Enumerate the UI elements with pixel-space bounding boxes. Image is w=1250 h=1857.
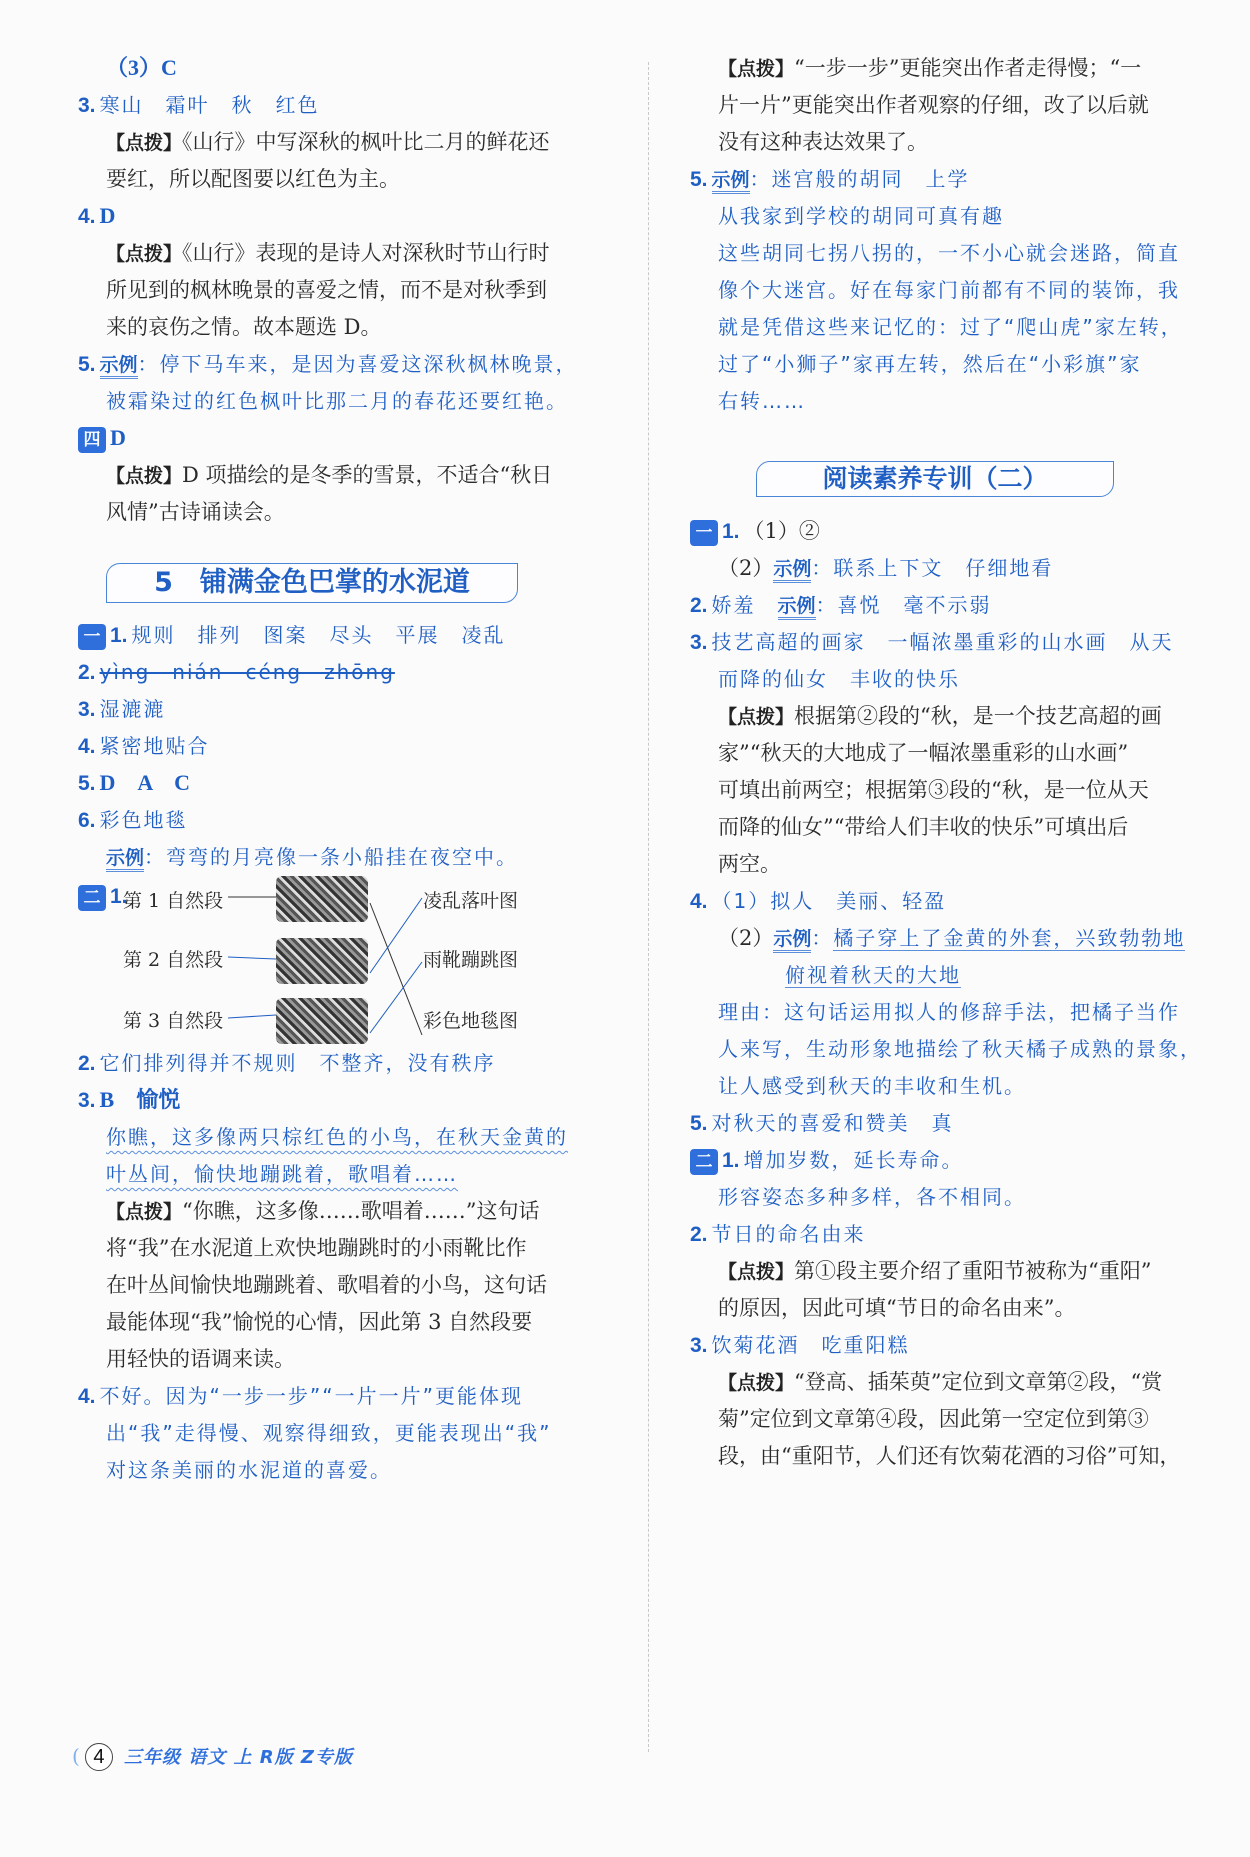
tip-line: 菊”定位到文章第④段，因此第一空定位到第③ (718, 1407, 1149, 1431)
tip-line: 最能体现“我”愉悦的心情，因此第 3 自然段要 (106, 1310, 533, 1334)
s1-question-4: 4. 紧密地贴合 (78, 734, 210, 758)
tip-line: 用轻快的语调来读。 (106, 1347, 295, 1371)
question-5: 5. 示例：迷宫般的胡同 上学 (690, 166, 970, 193)
section-badge: 二 (78, 885, 106, 911)
s2-question-1: 二 1. 增加岁数，延长寿命。 (690, 1147, 964, 1175)
tip-line: 两空。 (718, 852, 781, 876)
tip: 【点拨】《山行》中写深秋的枫叶比二月的鲜花还 (106, 130, 550, 154)
section-badge: 一 (690, 520, 718, 546)
reason-line: 让人感受到秋天的丰收和生机。 (718, 1074, 1026, 1098)
tip: 【点拨】《山行》表现的是诗人对深秋时节山行时 (106, 241, 550, 265)
page-number: 4 (85, 1743, 113, 1771)
answer-line: （3）C (106, 55, 177, 80)
s1-question-1: 一 1. 规则 排列 图案 尽头 平展 凌乱 (78, 622, 506, 650)
page-footer (72, 1743, 353, 1771)
tip-line: 而降的仙女”“带给人们丰收的快乐”可填出后 (718, 815, 1129, 839)
matching-right-3: 彩色地毯图 (423, 1010, 519, 1032)
s1-question-5: 5. D A C (78, 770, 190, 795)
example-label: 示例 (106, 847, 144, 872)
answer-line: 被霜染过的红色枫叶比那二月的春花还要红艳。 (106, 389, 568, 413)
tip: 【点拨】“登高、插茱萸”定位到文章第②段，“赏 (718, 1370, 1163, 1394)
example-label: 示例 (773, 928, 811, 953)
matching-right-2: 雨靴蹦跳图 (423, 949, 519, 971)
s2-question-1: 二 1. (78, 883, 132, 911)
tip-line: 没有这种表达效果了。 (718, 130, 928, 154)
s1-question-6: 6. 彩色地毯 (78, 808, 188, 832)
tip-line: 的原因，因此可填“节日的命名由来”。 (718, 1296, 1076, 1320)
column-divider (648, 62, 649, 1752)
reason-line: 理由：这句话运用拟人的修辞手法，把橘子当作 (718, 1000, 1180, 1024)
question-3: 3. 寒山 霜叶 秋 红色 (78, 93, 320, 117)
tip-line: 家”“秋天的大地成了一幅浓墨重彩的山水画” (718, 741, 1129, 765)
tip: 【点拨】根据第②段的“秋，是一个技艺高超的画 (718, 704, 1162, 728)
s1-question-4: 4. （1）拟人 美丽、轻盈 (690, 889, 947, 913)
answer-line: 从我家到学校的胡同可真有趣 (718, 204, 1004, 228)
tip-line: 可填出前两空；根据第③段的“秋，是一位从天 (718, 778, 1149, 802)
answer-line: 出“我”走得慢、观察得细致，更能表现出“我” (106, 1421, 552, 1445)
s1-question-2: 2. yìng nián céng zhōng (78, 660, 395, 684)
answer-line: 形容姿态多种多样，各不相同。 (718, 1185, 1026, 1209)
s1-question-2: 2. 娇羞 示例：喜悦 毫不示弱 (690, 592, 992, 619)
sentence-line: 你瞧，这多像两只棕红色的小鸟，在秋天金黄的 (106, 1125, 568, 1149)
leaf-decoration-icon: ( (72, 1744, 80, 1768)
matching-left-1: 第 1 自然段 (123, 890, 224, 912)
s2-question-3: 3. 饮菊花酒 吃重阳糕 (690, 1333, 910, 1357)
tip-line: 将“我”在水泥道上欢快地蹦跳时的小雨靴比作 (106, 1236, 527, 1260)
example-label: 示例 (712, 169, 750, 194)
question-5: 5. 示例：停下马车来，是因为喜爱这深秋枫林晚景， (78, 351, 578, 378)
s1-question-1: 一 1. （1）② (690, 518, 820, 546)
answer-line: 俯视着秋天的大地 (785, 963, 961, 987)
lesson-title: 5 铺满金色巴掌的水泥道 (106, 563, 518, 603)
matching-left-2: 第 2 自然段 (123, 949, 224, 971)
s1-question-3: 3. 湿漉漉 (78, 697, 166, 721)
tip-line: 段，由“重阳节，人们还有饮菊花酒的习俗”可知， (718, 1444, 1181, 1468)
answer-line: 像个大迷宫。好在每家门前都有不同的装饰，我 (718, 278, 1180, 302)
s2-question-2: 2. 节日的命名由来 (690, 1222, 866, 1246)
sentence-line: 叶丛间，愉快地蹦跳着，歌唱着…… (106, 1162, 458, 1186)
tip: 【点拨】第①段主要介绍了重阳节被称为“重阳” (718, 1259, 1152, 1283)
reason-line: 人来写，生动形象地描绘了秋天橘子成熟的景象， (718, 1037, 1202, 1061)
example-line: 示例：弯弯的月亮像一条小船挂在夜空中。 (78, 844, 518, 871)
s2-question-2: 2. 它们排列得并不规则 不整齐，没有秩序 (78, 1051, 496, 1075)
section-badge: 四 (78, 427, 106, 453)
answer-line: 这些胡同七拐八拐的，一不小心就会迷路，简直 (718, 241, 1180, 265)
matching-right-1: 凌乱落叶图 (423, 890, 519, 912)
example-label: 示例 (100, 354, 138, 379)
answer-line: 就是凭借这些来记忆的：过了“爬山虎”家左转， (718, 315, 1183, 339)
tip-line: 要红，所以配图要以红色为主。 (106, 167, 400, 191)
s1-question-5: 5. 对秋天的喜爱和赞美 真 (690, 1111, 954, 1135)
example-label: 示例 (773, 558, 811, 583)
section-badge: 二 (690, 1149, 718, 1175)
tip: 【点拨】“一步一步”更能突出作者走得慢；“一 (718, 56, 1142, 80)
example-label: 示例 (778, 595, 816, 620)
question-4: 4. D (78, 203, 116, 228)
tip: 【点拨】“你瞧，这多像……歌唱着……”这句话 (106, 1199, 540, 1223)
tip-line: 所见到的枫林晚景的喜爱之情，而不是对秋季到 (106, 278, 547, 302)
book-info: 三年级 语文 上 R版 Z专版 (124, 1747, 353, 1768)
section-4: 四 D (78, 425, 126, 453)
tip-line: 片一片”更能突出作者观察的仔细，改了以后就 (718, 93, 1149, 117)
s1-question-4-2: （2）示例：橘子穿上了金黄的外套，兴致勃勃地 (690, 925, 1185, 952)
answer-line: 右转…… (718, 389, 806, 413)
section-title: 阅读素养专训（二） (756, 461, 1114, 497)
answer-line: 过了“小狮子”家再左转，然后在“小彩旗”家 (718, 352, 1142, 376)
tip-line: 在叶丛间愉快地蹦跳着、歌唱着的小鸟，这句话 (106, 1273, 547, 1297)
matching-lines (78, 870, 598, 1060)
tip-line: 来的哀伤之情。故本题选 D。 (106, 315, 382, 339)
s1-question-3: 3. 技艺高超的画家 一幅浓墨重彩的山水画 从天 (690, 630, 1174, 654)
section-badge: 一 (78, 624, 106, 650)
s1-question-1-2: （2）示例：联系上下文 仔细地看 (690, 555, 1053, 582)
s2-question-3: 3. B 愉悦 (78, 1087, 181, 1112)
tip: 【点拨】D 项描绘的是冬季的雪景，不适合“秋日 (106, 463, 553, 487)
matching-left-3: 第 3 自然段 (123, 1010, 224, 1032)
s2-question-4: 4. 不好。因为“一步一步”“一片一片”更能体现 (78, 1384, 523, 1408)
tip-line: 风情”古诗诵读会。 (106, 500, 285, 524)
answer-line: 对这条美丽的水泥道的喜爱。 (106, 1458, 392, 1482)
answer-line: 而降的仙女 丰收的快乐 (718, 667, 960, 691)
